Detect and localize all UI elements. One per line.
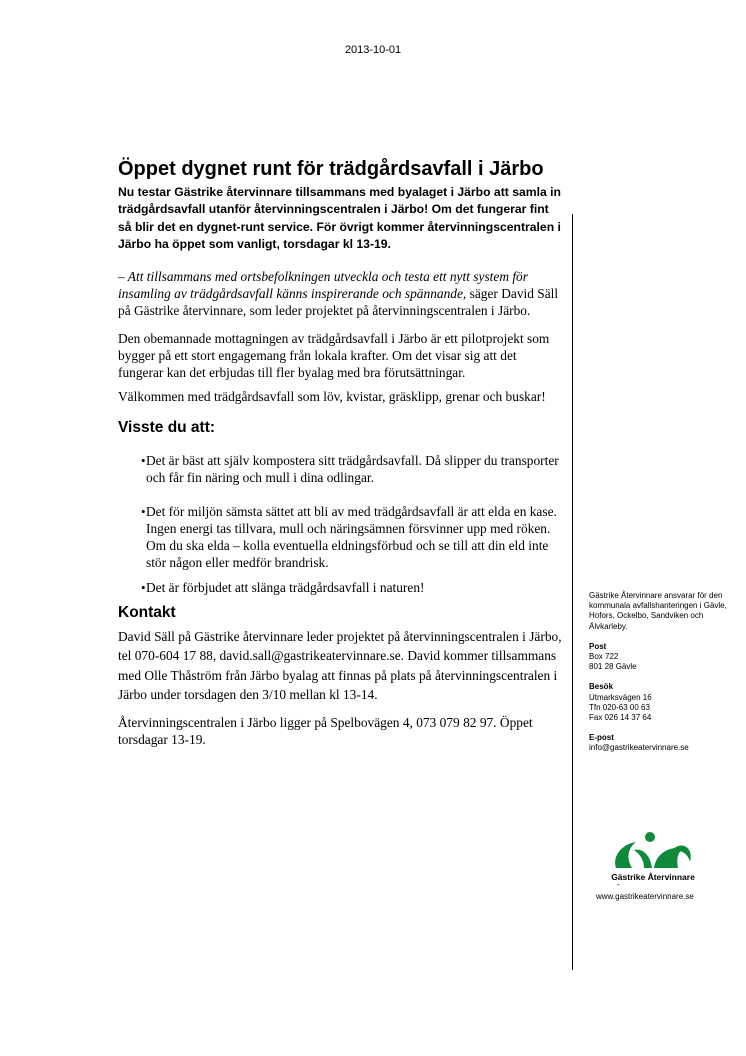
kontakt-paragraph-1: David Säll på Gästrike återvinnare leder projektet på återvinningscentralen i Järbo, tel 070-604 17 88, david.sall@gastrikeatervinnare.se. David kommer tillsammans med Olle Thåström från Järbo byalag att finnas på plats på återvinningscentralen i Järbo under torsdagen den 3/10 mellan kl 13-14. [118, 628, 562, 703]
list-item [118, 503, 564, 571]
bullet-icon: • [141, 579, 146, 595]
list-item-text: Det är förbjudet att slänga trädgårdsavfall i naturen! [146, 579, 425, 595]
post-label: Post [589, 641, 607, 651]
list-item [118, 452, 564, 486]
kontakt-heading: Kontakt [118, 603, 176, 621]
logo-mark-icon [598, 828, 708, 874]
kontakt-paragraph-2: Återvinningscentralen i Järbo ligger på Spelbovägen 4, 073 079 82 97. Öppet torsdagar 13-19. [118, 715, 533, 747]
besok-line: Tfn 020-63 00 63 [589, 702, 650, 712]
bullet-icon: • [141, 452, 146, 468]
sidebar [589, 591, 739, 754]
company-logo [598, 828, 708, 888]
quote-italic: – Att tillsammans med ortsbefolkningen utveckla och testa ett nytt system för insamling av trädgårdsavfall känns inspirerande och spännande, [118, 268, 528, 301]
post-line: 801 28 Gävle [589, 662, 637, 672]
logo-dash: - [617, 880, 620, 889]
epost-address[interactable]: info@gastrikeatervinnare.se [589, 743, 689, 753]
page-title: Öppet dygnet runt för trädgårdsavfall i Järbo [118, 158, 544, 180]
besok-line: Fax 026 14 37 64 [589, 713, 652, 723]
lead-paragraph: Nu testar Gästrike återvinnare tillsammans med byalaget i Järbo att samla in trädgårdsavfall utanför återvinningscentralen i Järbo! Om det fungerar fint så blir det en dygnet-runt service. För övrigt kommer återvinningscentralen i Järbo ha öppet som vanligt, torsdagar kl 13-19. [118, 185, 561, 252]
besok-line: Utmarksvägen 16 [589, 692, 652, 702]
body-paragraph-3: Välkommen med trädgårdsavfall som löv, kvistar, gräsklipp, grenar och buskar! [118, 388, 546, 404]
body-paragraph-2: Den obemannade mottagningen av trädgårdsavfall i Järbo är ett pilotprojekt som bygger på ett stort engagemang från lokala krafter. Om det visar sig att det fungerar kan det erbjudas till fler byalag med bra förutsättningar. [118, 330, 550, 380]
website-link[interactable]: www.gastrikeatervinnare.se [596, 892, 694, 901]
list-item-text: Det för miljön sämsta sättet att bli av med trädgårdsavfall är att elda en kase. Ingen energi tas tillvara, mull och näringsämnen försvinner upp med röken. Om du ska elda – kolla eventuella eldningsförbud och se till att din eld inte stör någon eller medför brandrisk. [146, 503, 557, 570]
quote-rest: säger David Säll på Gästrike återvinnare, som leder projektet på återvinningscentralen i Järbo. [118, 285, 559, 318]
epost-label: E-post [589, 733, 614, 743]
sidebar-intro: Gästrike Återvinnare ansvarar för den kommunala avfallshanteringen i Gävle, Hofors, Ockelbo, Sandviken och Älvkarleby. [589, 591, 727, 631]
main-column [118, 158, 564, 748]
bullet-icon: • [141, 503, 146, 519]
besok-label: Besök [589, 682, 614, 692]
document-date: 2013-10-01 [344, 44, 402, 56]
column-divider [572, 214, 573, 970]
list-item-text: Det är bäst att själv kompostera sitt trädgårdsavfall. Då slipper du transporter och får fin näring och mull i dina odlingar. [146, 452, 559, 485]
logo-text: Gästrike Återvinnare [611, 872, 695, 882]
post-line: Box 722 [589, 652, 619, 662]
visste-heading: Visste du att: [118, 418, 216, 436]
quote-paragraph [118, 268, 564, 319]
visste-list [118, 452, 564, 596]
list-item [118, 579, 564, 596]
